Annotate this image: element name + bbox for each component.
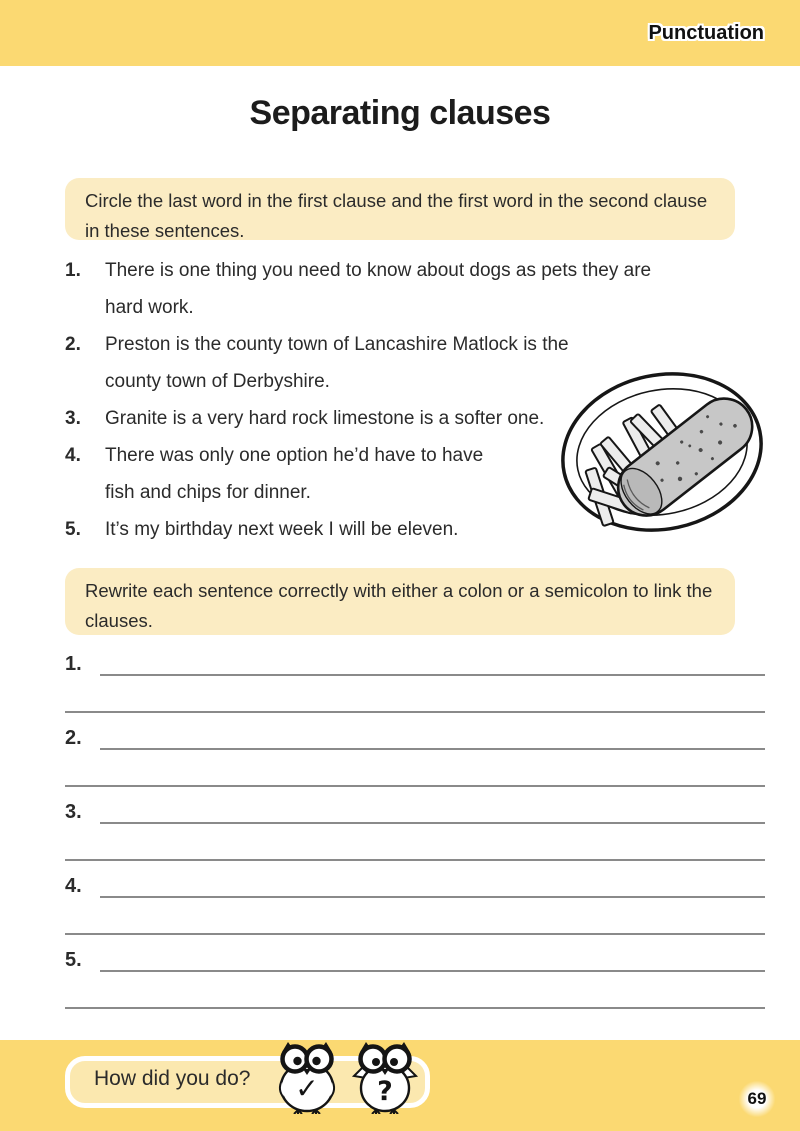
category-badge: Punctuation	[648, 22, 764, 44]
answer-row-5	[65, 949, 765, 1023]
answer-row-3	[65, 801, 765, 875]
sentence-text: It’s my birthday next week I will be eleven.	[105, 519, 459, 540]
sentence-1-continued	[65, 297, 765, 334]
sentence-number: 1.	[65, 260, 81, 281]
sentence-1	[65, 260, 765, 297]
instruction-box-rewrite: Rewrite each sentence correctly with either a colon or a semicolon to link the clauses.	[65, 568, 735, 635]
answer-line	[100, 653, 765, 676]
owl-check-icon	[280, 1042, 334, 1114]
svg-text:?: ?	[377, 1076, 393, 1107]
owl-question-icon	[354, 1042, 416, 1114]
sentence-number: 5.	[65, 519, 81, 540]
answer-number: 4.	[65, 875, 82, 897]
answer-row-2	[65, 727, 765, 801]
owls-illustration	[274, 1042, 420, 1114]
fish-and-chips-illustration	[556, 350, 768, 555]
answer-line	[100, 727, 765, 750]
answer-row-4	[65, 875, 765, 949]
instruction-box-circle: Circle the last word in the first clause and the first word in the second clause in these sentences.	[65, 178, 735, 240]
answer-line	[65, 690, 765, 713]
answer-line	[100, 949, 765, 972]
answer-number: 1.	[65, 653, 82, 675]
sentence-text: hard work.	[105, 297, 194, 318]
sentence-text: There was only one option he’d have to have	[105, 445, 484, 466]
page-number: 69	[739, 1081, 775, 1117]
how-did-you-do-label: How did you do?	[94, 1067, 251, 1090]
sentence-number: 2.	[65, 334, 81, 355]
sentence-text: county town of Derbyshire.	[105, 371, 330, 392]
answer-number: 5.	[65, 949, 82, 971]
answer-row-1	[65, 653, 765, 727]
answer-number: 2.	[65, 727, 82, 749]
answer-line	[100, 875, 765, 898]
sentence-number: 3.	[65, 408, 81, 429]
answer-line	[65, 986, 765, 1009]
sentence-text: Granite is a very hard rock limestone is a softer one.	[105, 408, 545, 429]
answer-number: 3.	[65, 801, 82, 823]
page-title: Separating clauses	[249, 94, 551, 132]
sentence-text: fish and chips for dinner.	[105, 482, 311, 503]
answer-line	[65, 764, 765, 787]
sentence-text: Preston is the county town of Lancashire Matlock is the	[105, 334, 569, 355]
sentence-number: 4.	[65, 445, 81, 466]
sentence-text: There is one thing you need to know about dogs as pets they are	[105, 260, 652, 281]
answer-line	[100, 801, 765, 824]
svg-text:✓: ✓	[295, 1072, 319, 1105]
answer-line	[65, 912, 765, 935]
answer-line	[65, 838, 765, 861]
